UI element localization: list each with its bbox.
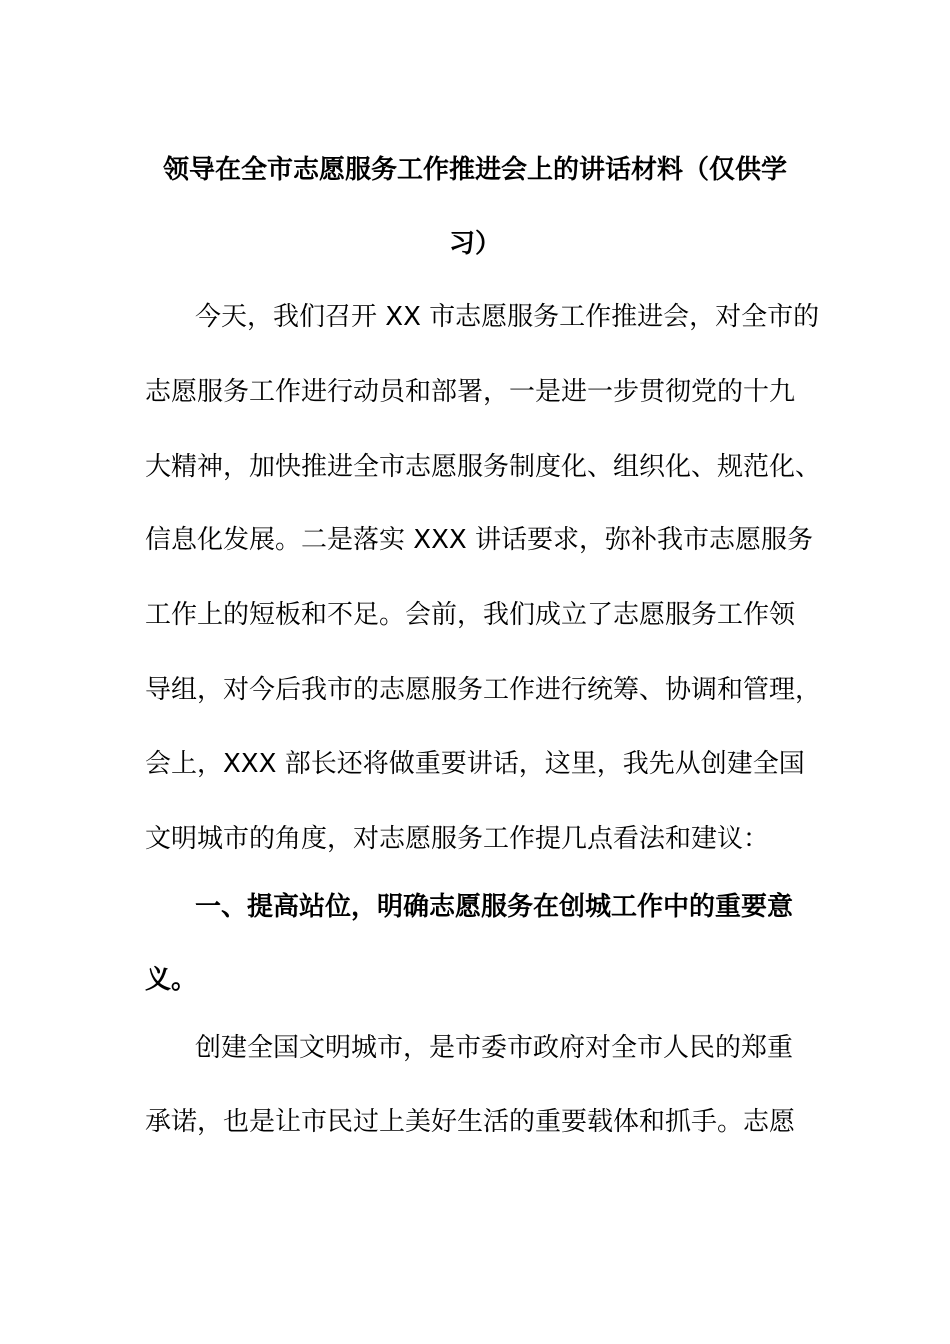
section-heading-line-2: 义。 <box>145 965 198 995</box>
paragraph-line: 文明城市的角度，对志愿服务工作提几点看法和建议： <box>145 824 770 854</box>
paragraph-line: 大精神，加快推进全市志愿服务制度化、组织化、规范化、 <box>145 452 822 482</box>
paragraph-line: 创建全国文明城市，是市委市政府对全市人民的郑重 <box>195 1033 794 1063</box>
paragraph-line: 志愿服务工作进行动员和部署，一是进一步贯彻党的十九 <box>145 377 796 407</box>
section-heading-line-1: 一、提高站位，明确志愿服务在创城工作中的重要意 <box>195 892 794 922</box>
paragraph-line: 今天，我们召开 XX 市志愿服务工作推进会，对全市的 <box>195 302 820 332</box>
paragraph-line: 承诺，也是让市民过上美好生活的重要载体和抓手。志愿 <box>145 1107 796 1137</box>
document-title-line-1: 领导在全市志愿服务工作推进会上的讲话材料（仅供学 <box>162 155 787 185</box>
document-title-line-2: 习） <box>448 229 501 259</box>
paragraph-line: 信息化发展。二是落实 XXX 讲话要求，弥补我市志愿服务 <box>145 525 813 555</box>
paragraph-line: 导组，对今后我市的志愿服务工作进行统筹、协调和管理， <box>145 675 822 705</box>
paragraph-line: 工作上的短板和不足。会前，我们成立了志愿服务工作领 <box>145 600 796 630</box>
paragraph-line: 会上，XXX 部长还将做重要讲话，这里，我先从创建全国 <box>145 749 805 779</box>
